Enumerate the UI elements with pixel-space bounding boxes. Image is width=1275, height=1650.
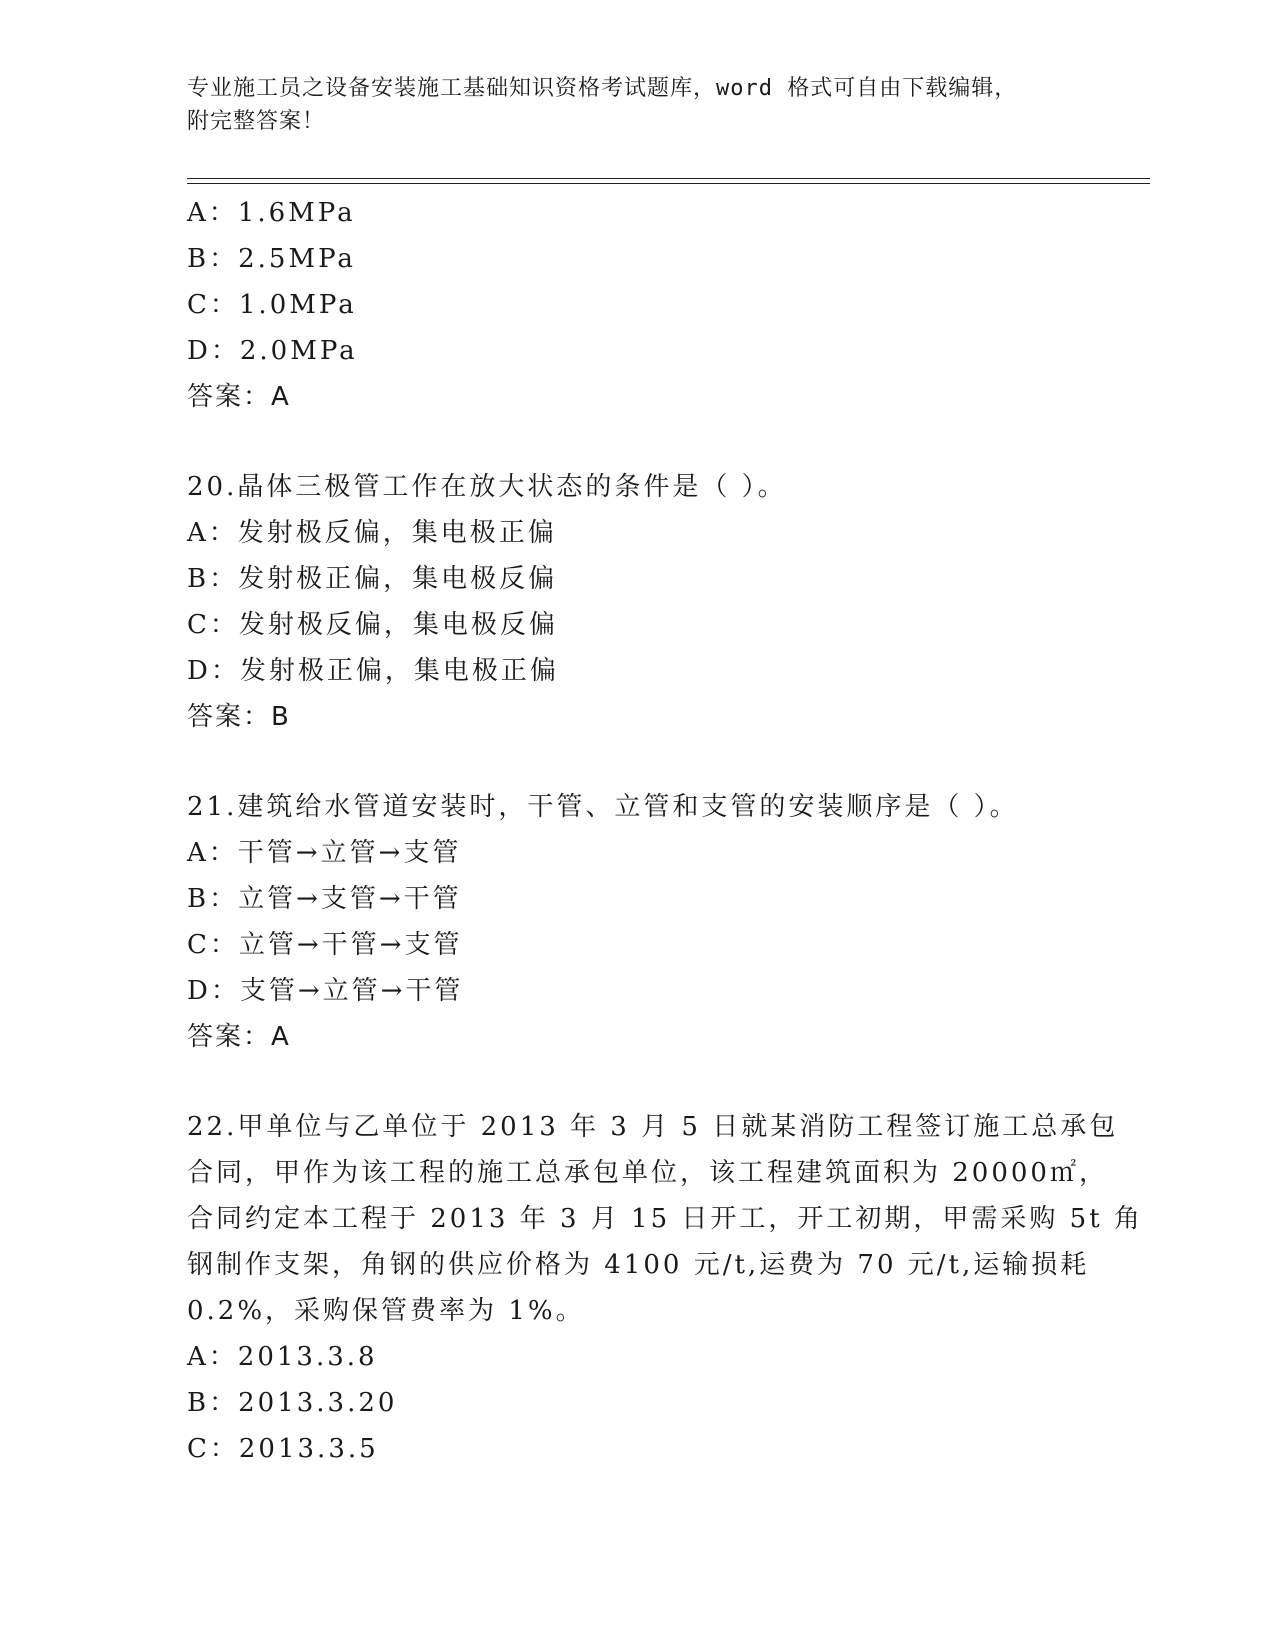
answer: 答案：B: [187, 702, 291, 732]
option-c: C：2013.3.5: [187, 1434, 379, 1464]
question-21: [187, 784, 1087, 1060]
spacer: [187, 1060, 1087, 1104]
option-c: C：1.0MPa: [187, 290, 357, 320]
question-text: 21.建筑给水管道安装时，干管、立管和支管的安装顺序是（ ）。: [187, 792, 1019, 822]
header-line-1: 专业施工员之设备安装施工基础知识资格考试题库，word 格式可自由下载编辑，: [187, 76, 1018, 101]
question-text-line-3: 合同约定本工程于 2013 年 3 月 15 日开工，开工初期，甲需采购 5t 角: [187, 1204, 1143, 1234]
spacer: [187, 740, 1087, 784]
question-text-line-2: 合同，甲作为该工程的施工总承包单位，该工程建筑面积为 20000㎡，: [187, 1158, 1108, 1188]
question-text-line-4: 钢制作支架，角钢的供应价格为 4100 元/t,运费为 70 元/t,运输损耗: [187, 1250, 1090, 1280]
document-body: [187, 190, 1143, 1472]
option-a: A：2013.3.8: [187, 1342, 378, 1372]
option-d: D：发射极正偏，集电极正偏: [187, 656, 559, 686]
header-rule-top: [187, 178, 1150, 179]
option-c: C：立管→干管→支管: [187, 930, 463, 960]
header-rule-bottom: [187, 183, 1150, 184]
answer: 答案：A: [187, 382, 291, 412]
option-a: A：发射极反偏，集电极正偏: [187, 518, 557, 548]
document-header: [187, 72, 1087, 138]
option-b: B：发射极正偏，集电极反偏: [187, 564, 558, 594]
option-b: B：2.5MPa: [187, 244, 356, 274]
option-d: D：支管→立管→干管: [187, 976, 464, 1006]
question-19: [187, 190, 1087, 420]
option-a: A：干管→立管→支管: [187, 838, 462, 868]
question-22: [187, 1104, 1143, 1472]
spacer: [187, 420, 1087, 464]
option-b: B：立管→支管→干管: [187, 884, 462, 914]
answer: 答案：A: [187, 1022, 291, 1052]
option-c: C：发射极反偏，集电极反偏: [187, 610, 558, 640]
option-d: D：2.0MPa: [187, 336, 358, 366]
question-text: 20.晶体三极管工作在放大状态的条件是（ ）。: [187, 472, 787, 502]
option-b: B：2013.3.20: [187, 1388, 398, 1418]
question-text-line-5: 0.2%，采购保管费率为 1%。: [187, 1296, 585, 1326]
question-20: [187, 464, 1087, 740]
option-a: A：1.6MPa: [187, 198, 356, 228]
question-text-line-1: 22.甲单位与乙单位于 2013 年 3 月 5 日就某消防工程签订施工总承包: [187, 1112, 1119, 1142]
header-line-2: 附完整答案！: [187, 109, 326, 134]
